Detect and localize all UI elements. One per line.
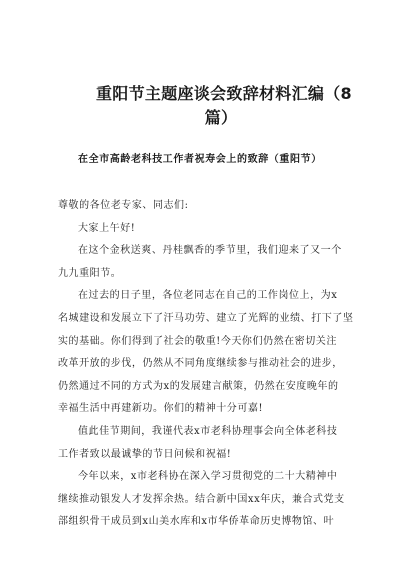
paragraph-line: 在过去的日子里，各位老同志在自己的工作岗位上，为x	[78, 290, 338, 302]
paragraph-line: 实的基础。你们得到了社会的敬重!今天你们仍然在密切关注	[58, 335, 337, 347]
paragraph-line: 九九重阳节。	[58, 267, 122, 279]
salutation: 尊敬的各位老专家、同志们:	[58, 200, 189, 211]
document-title-line-1: 重阳节主题座谈会致辞材料汇编（8	[96, 84, 352, 103]
paragraph-line: 名城建设和发展立下了汗马功劳、建立了光辉的业绩、打下了坚	[58, 312, 354, 324]
speech-body	[58, 195, 358, 534]
document-title-line-2: 篇）	[204, 108, 238, 127]
paragraph	[58, 240, 358, 285]
greeting: 大家上午好!	[78, 222, 136, 234]
paragraph	[58, 421, 358, 466]
paragraph	[58, 285, 358, 421]
paragraph-line: 在这个金秋送爽、丹桂飘香的季节里，我们迎来了又一个	[78, 245, 342, 257]
paragraph-line: 继续推动银发人才发挥余热。结合新中国xx年庆，兼合式党支	[58, 493, 345, 505]
paragraph-line: 仍然通过不同的方式为x的发展建言献策，仍然在安度晚年的	[58, 380, 339, 392]
paragraph	[58, 466, 358, 534]
paragraph-line: 幸福生活中再建新功。你们的精神十分可嘉!	[58, 403, 264, 415]
paragraph-line: 今年以来，x市老科协在深入学习贯彻党的二十大精神中	[78, 471, 338, 483]
speech-subtitle: 在全市高龄老科技工作者祝寿会上的致辞（重阳节）	[78, 154, 322, 165]
paragraph-line: 部组织骨干成员到x山美水库和x市华侨革命历史博物馆、叶	[58, 516, 335, 528]
document-title	[96, 82, 366, 130]
paragraph-line: 值此佳节期间，我谨代表x市老科协理事会向全体老科技	[78, 425, 338, 437]
paragraph-line: 工作者致以最诚挚的节日问候和祝福!	[58, 448, 232, 460]
paragraph-line: 改革开放的步伐，仍然从不同角度继续参与推动社会的进步，	[58, 358, 343, 370]
